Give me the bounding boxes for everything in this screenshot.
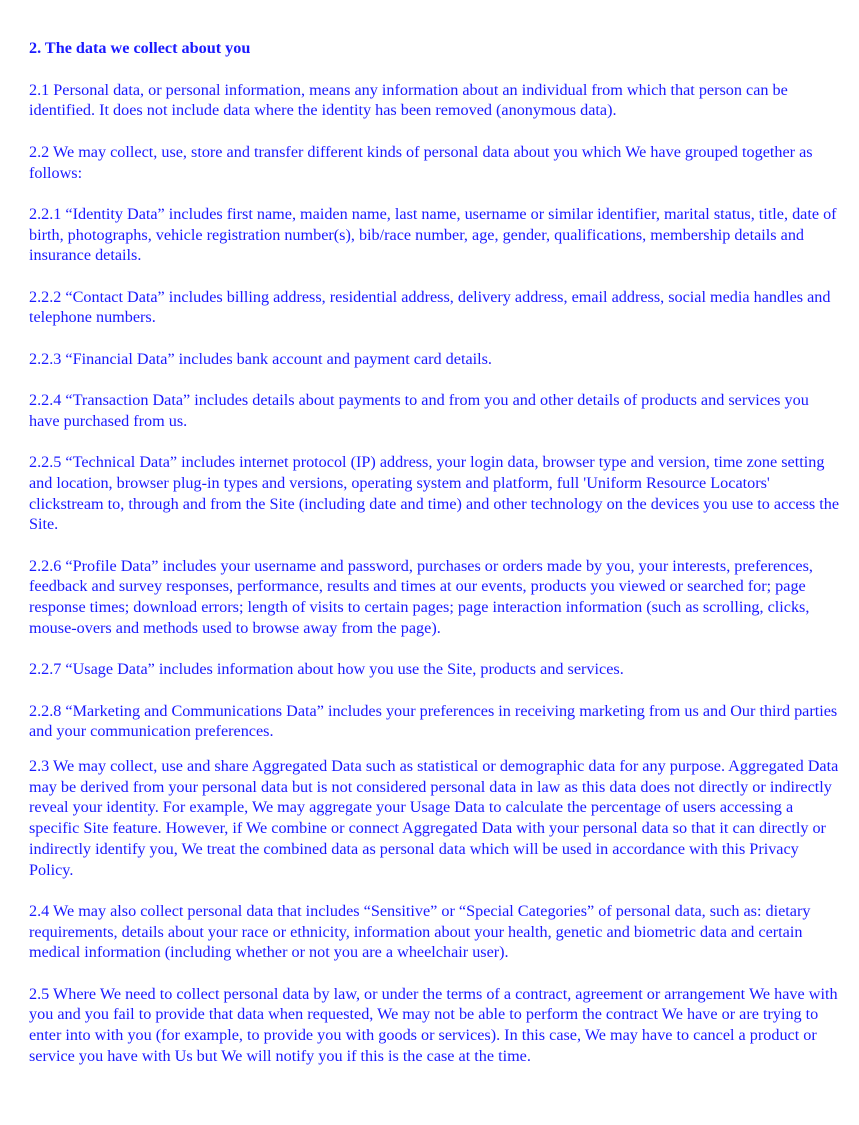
paragraph-2-2-8-marketing-data: 2.2.8 “Marketing and Communications Data” includes your preferences in receiving marketing from us and Our third parties and your communication preferences. — [29, 701, 838, 741]
paragraph-2-2-7-usage-data: 2.2.7 “Usage Data” includes information about how you use the Site, products and services. — [29, 660, 624, 679]
paragraph-2-2-3-financial-data: 2.2.3 “Financial Data” includes bank account and payment card details. — [29, 349, 492, 368]
paragraph-2-2-6-profile-data: 2.2.6 “Profile Data” includes your username and password, purchases or orders made by you, your interests, preferences, feedback and survey responses, performance, results and times at our events, products you viewed or searched for; page response times; download errors; length of visits to certain pages; page interaction information (such as scrolling, clicks, mouse-overs and methods used to browse away from the page). — [29, 556, 813, 637]
document-body — [29, 38, 841, 1087]
paragraph-2-2-5-technical-data: 2.2.5 “Technical Data” includes internet protocol (IP) address, your login data, browser type and version, time zone setting and location, browser plug-in types and versions, operating system and platform, full 'Uniform Resource Locators' clickstream to, through and from the Site (including date and time) and other technology on the devices you use to access the Site. — [29, 453, 840, 534]
paragraph-2-4-special-categories: 2.4 We may also collect personal data that includes “Sensitive” or “Special Categories” of personal data, such as: dietary requirements, details about your race or ethnicity, information about your health, genetic and biometric data and certain medical information (including whether or not you are a wheelchair user). — [29, 901, 811, 962]
paragraph-2-1: 2.1 Personal data, or personal information, means any information about an individual from which that person can be identified. It does not include data where the identity has been removed (anonymous data). — [29, 80, 788, 120]
paragraph-2-2: 2.2 We may collect, use, store and transfer different kinds of personal data about you which We have grouped together as follows: — [29, 142, 813, 182]
section-heading: 2. The data we collect about you — [29, 39, 251, 57]
paragraph-2-2-1-identity-data: 2.2.1 “Identity Data” includes first name, maiden name, last name, username or similar identifier, marital status, title, date of birth, photographs, vehicle registration number(s), bib/race number, age, gender, qualifications, membership details and insurance details. — [29, 204, 837, 265]
paragraph-2-5-failure-to-provide: 2.5 Where We need to collect personal data by law, or under the terms of a contract, agreement or arrangement We have with you and you fail to provide that data when requested, We may not be able to perform the contract We have or are trying to enter into with you (for example, to provide you with goods or services). In this case, We may have to cancel a product or service you have with Us but We will notify you if this is the case at the time. — [29, 984, 838, 1065]
paragraph-2-2-2-contact-data: 2.2.2 “Contact Data” includes billing address, residential address, delivery address, email address, social media handles and telephone numbers. — [29, 287, 831, 327]
paragraph-2-3-aggregated-data: 2.3 We may collect, use and share Aggregated Data such as statistical or demographic data for any purpose. Aggregated Data may be derived from your personal data but is not considered personal data in law as this data does not directly or indirectly reveal your identity. For example, We may aggregate your Usage Data to calculate the percentage of users accessing a specific Site feature. However, if We combine or connect Aggregated Data with your personal data so that it can directly or indirectly identify you, We treat the combined data as personal data which will be used in accordance with this Privacy Policy. — [29, 757, 839, 879]
paragraph-2-2-4-transaction-data: 2.2.4 “Transaction Data” includes details about payments to and from you and other details of products and services you have purchased from us. — [29, 391, 809, 430]
